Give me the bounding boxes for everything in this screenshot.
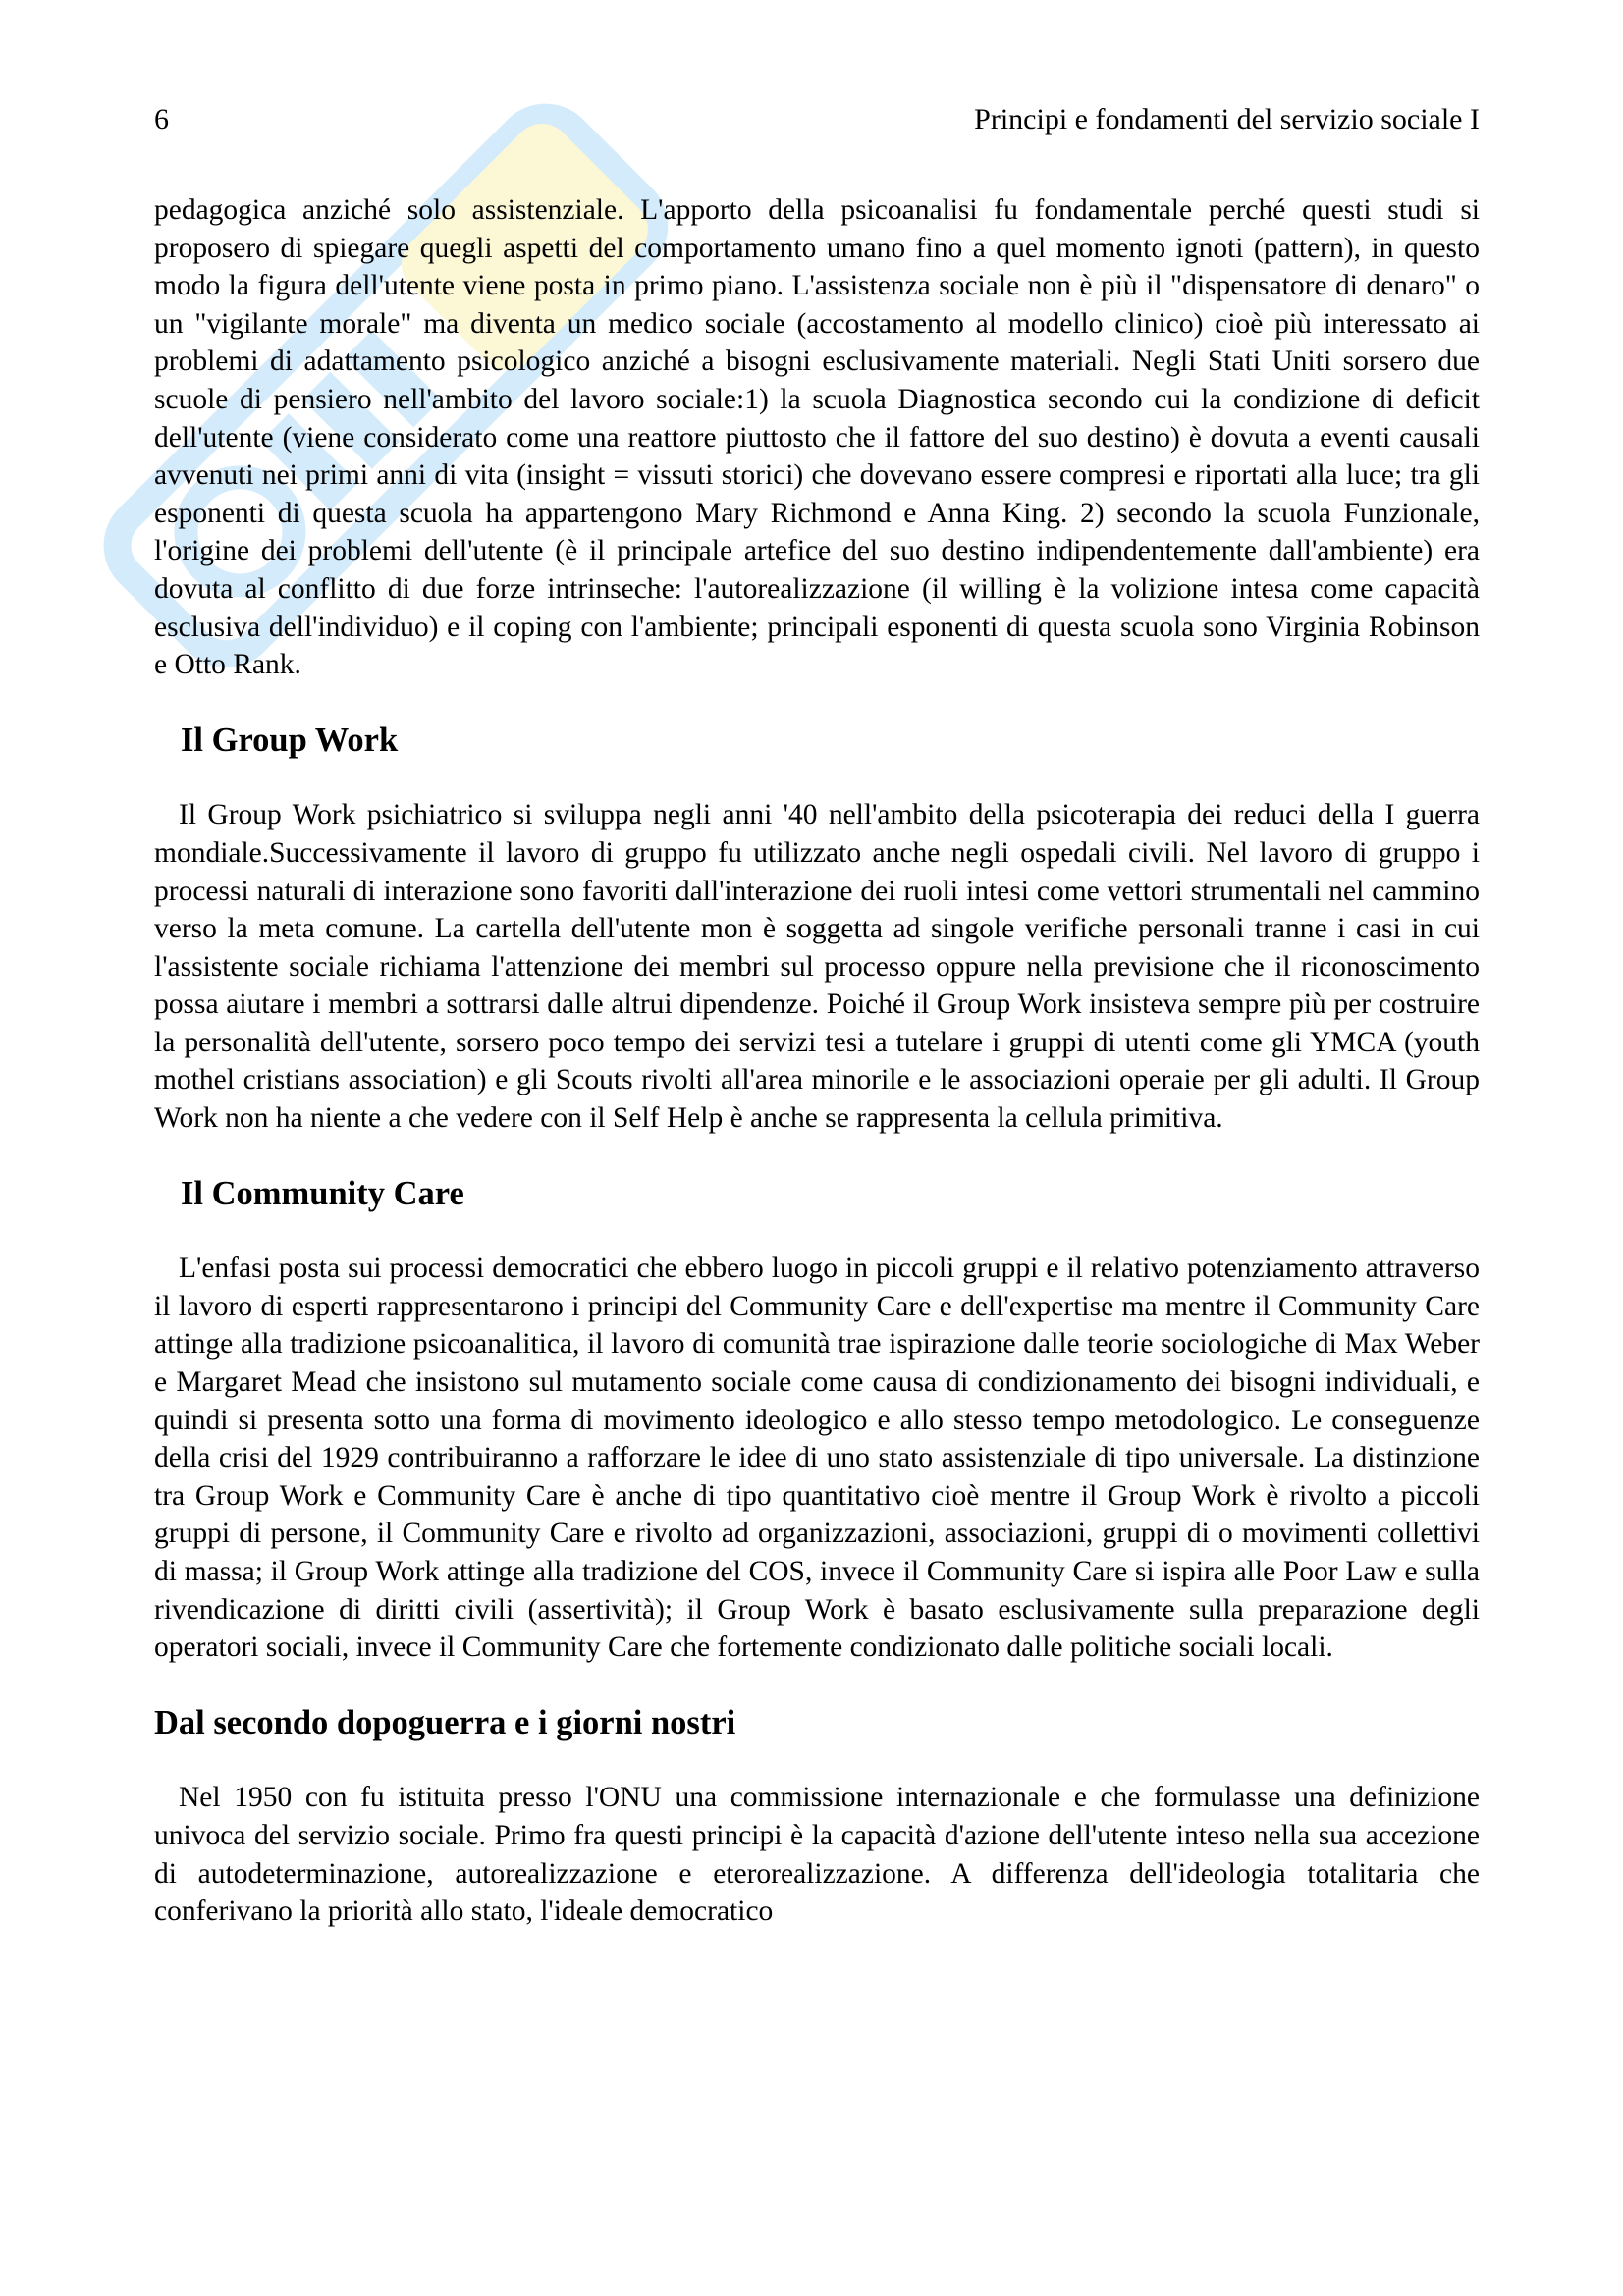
body-paragraph: pedagogica anziché solo assistenziale. L'apporto della psicoanalisi fu fondamentale perché questi studi si proposero di spiegare quegli aspetti del comportamento umano fino a quel momento ignoti (pattern), in questo modo la figura dell'utente viene posta in primo piano. L'assistenza sociale non è più il "dispensatore di denaro" o un "vigilante morale" ma diventa un medico sociale (accostamento al modello clinico) cioè più interessato ai problemi di adattamento psicologico anziché a bisogni esclusivamente materiali. Negli Stati Uniti sorsero due scuole di pensiero nell'ambito del lavoro sociale:1) la scuola Diagnostica secondo cui la condizione di deficit dell'utente (viene considerato come una reattore piuttosto che il fattore del suo destino) è dovuta a eventi causali avvenuti nei primi anni di vita (insight = vissuti storici) che dovevano essere compresi e riportati alla luce; tra gli esponenti di questa scuola ha appartengono Mary Richmond e Anna King. 2) secondo la scuola Funzionale, l'origine dei problemi dell'utente (è il principale artefice del suo destino indipendentemente dall'ambiente) era dovuta al conflitto di due forze intrinseche: l'autorealizzazione (il willing è la volizione intesa come capacità esclusiva dell'individuo) e il coping con l'ambiente; principali esponenti di questa scuola sono Virginia Robinson e Otto Rank.: [154, 194, 1480, 681]
body-paragraph: L'enfasi posta sui processi democratici che ebbero luogo in piccoli gruppi e il relativo potenziamento attraverso il lavoro di esperti rappresentarono i principi del Community Care e dell'expertise ma mentre il Community Care attinge alla tradizione psicoanalitica, il lavoro di comunità trae ispirazione dalle teorie sociologiche di Max Weber e Margaret Mead che insistono sul mutamento sociale come causa di condizionamento dei bisogni individuali, e quindi si presenta sotto una forma di movimento ideologico e allo stesso tempo metodologico. Le conseguenze della crisi del 1929 contribuiranno a rafforzare le idee di uno stato assistenziale di tipo universale. La distinzione tra Group Work e Community Care è anche di tipo quantitativo cioè mentre il Group Work è rivolto a piccoli gruppi di persone, il Community Care e rivolto ad organizzazioni, associazioni, gruppi di o movimenti collettivi di massa; il Group Work attinge alla tradizione del COS, invece il Community Care si ispira alle Poor Law e sulla rivendicazione di diritti civili (assertività); il Group Work è basato esclusivamente sulla preparazione degli operatori sociali, invece il Community Care che fortemente condizionato dalle politiche sociali locali.: [154, 1253, 1480, 1664]
body-paragraph: Nel 1950 con fu istituita presso l'ONU una commissione internazionale e che formulasse una definizione univoca del servizio sociale. Primo fra questi principi è la capacità d'azione dell'utente inteso nella sua accezione di autodeterminazione, autorealizzazione e eterorealizzazione. A differenza dell'ideologia totalitaria che conferivano la priorità allo stato, l'ideale democratico: [154, 1782, 1480, 1928]
section-heading-group-work: Il Group Work: [181, 721, 399, 759]
body-paragraph: Il Group Work psichiatrico si sviluppa negli anni '40 nell'ambito della psicoterapia dei reduci della I guerra mondiale.Successivamente il lavoro di gruppo fu utilizzato anche negli ospedali civili. Nel lavoro di gruppo i processi naturali di interazione sono favoriti dall'interazione dei ruoli intesi come vettori strumentali nel cammino verso la meta comune. La cartella dell'utente mon è soggetta ad singole verifiche personali tranne i casi in cui l'assistente sociale richiama l'attenzione dei membri sul processo oppure nella previsione che il riconoscimento possa aiutare i membri a sottrarsi dalle altrui dipendenze. Poiché il Group Work insisteva sempre più per costruire la personalità dell'utente, sorsero poco tempo dei servizi tesi a tutelare i gruppi di utenti come gli YMCA (youth mothel cristians association) e gli Scouts rivolti all'area minorile e le associazioni operaie per gli adulti. Il Group Work non ha niente a che vedere con il Self Help è anche se rappresenta la cellula primitiva.: [154, 799, 1480, 1135]
page-header: [154, 98, 1480, 141]
section-heading-dopoguerra: Dal secondo dopoguerra e i giorni nostri: [154, 1703, 736, 1741]
section-heading-community-care: Il Community Care: [181, 1174, 464, 1212]
page-number: 6: [154, 103, 169, 135]
running-title: Principi e fondamenti del servizio sociale I: [974, 103, 1480, 135]
document-body: [154, 191, 1480, 1931]
